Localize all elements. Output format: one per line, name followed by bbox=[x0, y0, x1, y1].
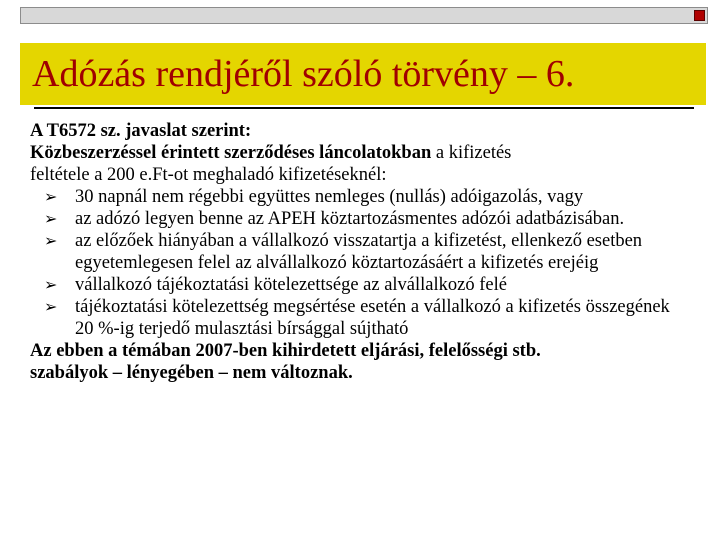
top-decorative-bar bbox=[20, 7, 708, 24]
bullet-list bbox=[30, 186, 686, 340]
list-item-text: az előzőek hiányában a vállalkozó visszatartja a kifizetést, ellenkező esetben egyetemlegesen felel az alvállalkozó köztartozásáért a kifizetés erejéig bbox=[75, 231, 643, 273]
list-item-text: 30 napnál nem régebbi együttes nemleges (nullás) adóigazolás, vagy bbox=[75, 187, 584, 207]
closing-line-2: szabályok – lényegében – nem változnak. bbox=[30, 363, 353, 383]
list-item-text: vállalkozó tájékoztatási kötelezettsége az alvállalkozó felé bbox=[75, 275, 507, 295]
arrow-bullet-icon: ➢ bbox=[44, 231, 58, 250]
arrow-bullet-icon: ➢ bbox=[44, 187, 58, 206]
list-item-text: tájékoztatási kötelezettség megsértése esetén a vállalkozó a kifizetés összegének 20 %-ig terjedő mulasztási bírsággal sújtható bbox=[75, 297, 670, 339]
arrow-bullet-icon: ➢ bbox=[44, 275, 58, 294]
title-underline bbox=[34, 107, 694, 109]
page-title: Adózás rendjéről szóló törvény – 6. bbox=[32, 53, 575, 95]
lead-rest-text: a kifizetés bbox=[431, 143, 512, 163]
list-item bbox=[30, 296, 686, 340]
lead-bold-text: Közbeszerzéssel érintett szerződéses láncolatokban bbox=[30, 143, 432, 163]
list-item bbox=[30, 208, 686, 230]
lead-line-2: feltétele a 200 e.Ft-ot meghaladó kifizetéseknél: bbox=[30, 165, 387, 185]
lead-paragraph bbox=[30, 142, 686, 164]
list-item bbox=[30, 274, 686, 296]
closing-line-1: Az ebben a témában 2007-ben kihirdetett eljárási, felelősségi stb. bbox=[30, 341, 541, 361]
red-square-icon bbox=[694, 10, 705, 21]
slide-content bbox=[30, 120, 686, 384]
intro-heading: A T6572 sz. javaslat szerint: bbox=[30, 121, 252, 141]
list-item bbox=[30, 186, 686, 208]
arrow-bullet-icon: ➢ bbox=[44, 209, 58, 228]
list-item-text: az adózó legyen benne az APEH köztartozásmentes adózói adatbázisában. bbox=[75, 209, 625, 229]
list-item bbox=[30, 230, 686, 274]
arrow-bullet-icon: ➢ bbox=[44, 297, 58, 316]
